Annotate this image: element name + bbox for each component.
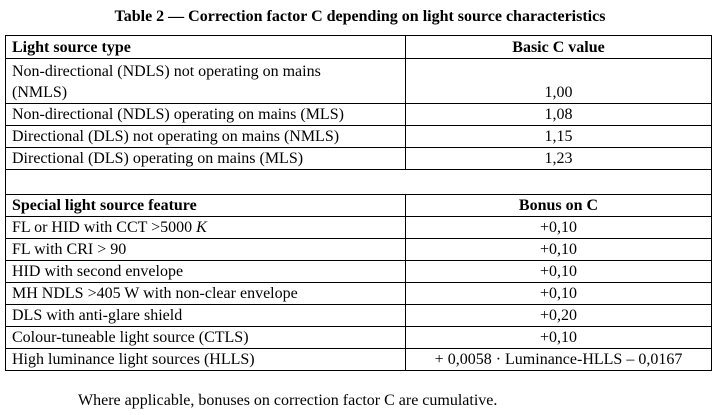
row-label-line: Non-directional (NDLS) not operating on mains	[12, 63, 321, 80]
row-label: HID with second envelope	[6, 261, 406, 283]
row-value: +0,10	[406, 327, 712, 349]
row-label: FL with CRI > 90	[6, 239, 406, 261]
row-label: Colour-tuneable light source (CTLS)	[6, 327, 406, 349]
row-value: 1,15	[406, 126, 712, 148]
row-value: + 0,0058 · Luminance-HLLS – 0,0167	[406, 349, 712, 371]
row-label: DLS with anti-glare shield	[6, 305, 406, 327]
header-special-feature: Special light source feature	[6, 195, 406, 217]
table-row	[6, 126, 712, 148]
row-value: +0,20	[406, 305, 712, 327]
row-label: Directional (DLS) operating on mains (MLS)	[6, 148, 406, 170]
row-label	[6, 217, 406, 239]
row-label: Non-directional (NDLS) operating on mains (MLS)	[6, 104, 406, 126]
row-label: High luminance light sources (HLLS)	[6, 349, 406, 371]
section-header-row	[6, 195, 712, 217]
table-row	[6, 239, 712, 261]
row-value: +0,10	[406, 283, 712, 305]
table-row	[6, 283, 712, 305]
correction-factor-table	[5, 35, 712, 371]
header-light-source-type: Light source type	[6, 36, 406, 59]
table-title: Table 2 — Correction factor C depending on light source characteristics	[114, 8, 606, 25]
footnote: Where applicable, bonuses on correction factor C are cumulative.	[78, 392, 498, 409]
table-row	[6, 59, 712, 104]
table-row	[6, 148, 712, 170]
table-row	[6, 305, 712, 327]
row-label: Directional (DLS) not operating on mains (NMLS)	[6, 126, 406, 148]
header-basic-c-value: Basic C value	[406, 36, 712, 59]
row-value: 1,00	[406, 59, 712, 104]
row-label-line: (NMLS)	[12, 84, 68, 101]
table-header-row	[6, 36, 712, 59]
row-value: +0,10	[406, 239, 712, 261]
row-label	[6, 59, 406, 104]
row-label-text: FL or HID with CCT >5000	[12, 219, 197, 236]
table-row	[6, 261, 712, 283]
row-value: +0,10	[406, 261, 712, 283]
table-row	[6, 327, 712, 349]
row-value: +0,10	[406, 217, 712, 239]
row-value: 1,08	[406, 104, 712, 126]
table-row	[6, 104, 712, 126]
row-label: MH NDLS >405 W with non-clear envelope	[6, 283, 406, 305]
header-bonus-on-c: Bonus on C	[406, 195, 712, 217]
row-value: 1,23	[406, 148, 712, 170]
spacer-cell	[6, 170, 712, 195]
spacer-row	[6, 170, 712, 195]
table-row	[6, 217, 712, 239]
kelvin-unit: K	[196, 219, 207, 236]
table-row	[6, 349, 712, 371]
